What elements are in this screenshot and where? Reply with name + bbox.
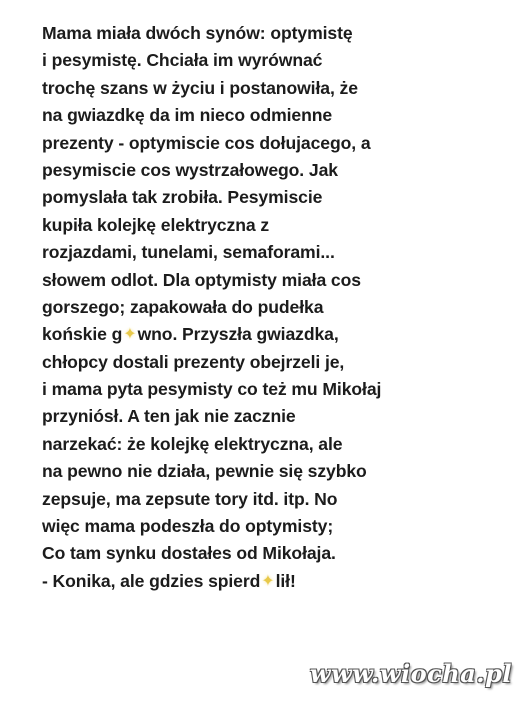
text-line: i mama pyta pesymisty co też mu Mikołaj (42, 379, 382, 400)
text-line: chłopcy dostali prezenty obejrzeli je, (42, 351, 345, 372)
text-fragment: wno. Przyszła gwiazdka, (137, 324, 339, 345)
text-line: zepsuje, ma zepsute tory itd. itp. No (42, 488, 338, 509)
text-line: Mama miała dwóch synów: optymistę (42, 23, 353, 43)
text-fragment: lił! (275, 570, 296, 591)
text-fragment: - Konika, ale gdzies spierd (42, 570, 261, 591)
text-line: rozjazdami, tunelami, semaforami... (42, 242, 335, 263)
text-line: Co tam synku dostałes od Mikołaja. (42, 543, 336, 564)
text-line: na pewno nie działa, pewnie się szybko (42, 461, 367, 482)
text-line-censored (42, 568, 512, 595)
text-line: na gwiazdkę da im nieco odmienne (42, 105, 333, 126)
text-line: i pesymistę. Chciała im wyrównać (42, 50, 323, 71)
text-line: trochę szans w życiu i postanowiła, że (42, 77, 358, 98)
text-line: pesymiscie cos wystrzałowego. Jak (42, 159, 338, 180)
sparkle-icon: ✦ (261, 572, 275, 590)
text-line: gorszego; zapakowała do pudełka (42, 296, 324, 317)
joke-text (42, 20, 512, 595)
text-line: przyniósł. A ten jak nie zacznie (42, 406, 296, 427)
text-fragment: końskie g (42, 324, 123, 345)
text-line: prezenty - optymiscie cos dołujacego, a (42, 132, 371, 153)
text-line: więc mama podeszła do optymisty; (42, 516, 334, 537)
site-watermark: www.wiocha.pl (309, 659, 512, 688)
text-line: narzekać: że kolejkę elektryczna, ale (42, 433, 343, 454)
sparkle-icon: ✦ (123, 326, 137, 344)
text-line: pomyslała tak zrobiła. Pesymiscie (42, 187, 323, 208)
text-line: słowem odlot. Dla optymisty miała cos (42, 269, 361, 290)
text-line: kupiła kolejkę elektryczna z (42, 214, 270, 235)
text-line-censored (42, 321, 512, 348)
